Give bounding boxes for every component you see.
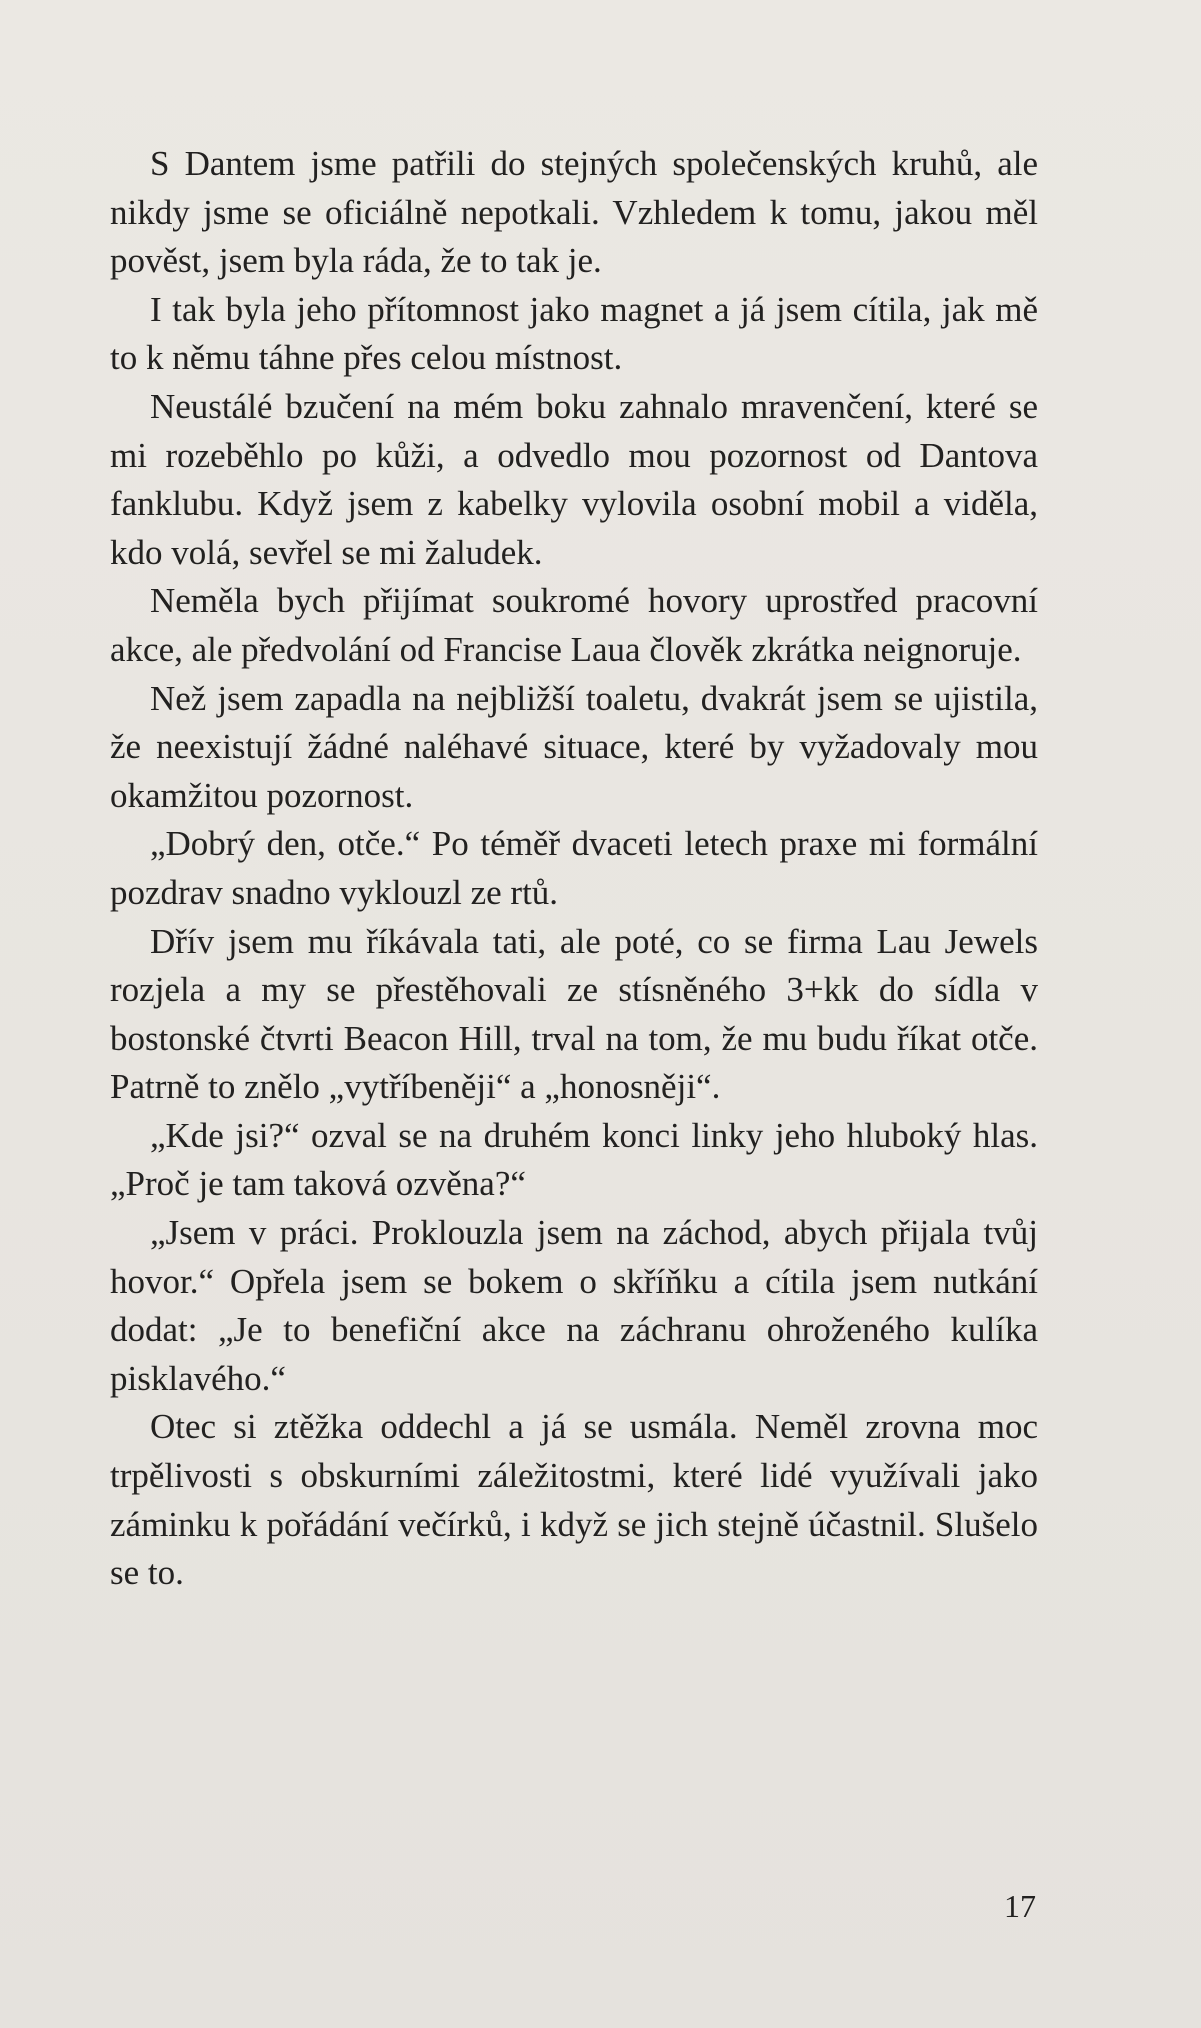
paragraph: Otec si ztěžka oddechl a já se usmála. Neměl zrovna moc trpělivosti s obskurními záležitostmi, které lidé využívali jako záminku k pořádání večírků, i když se jich stejně účastnil. Slušelo se to. xyxy=(110,1407,1038,1593)
paragraph: Neměla bych přijímat soukromé hovory uprostřed pracovní akce, ale předvolání od Francise Laua člověk zkrátka neignoruje. xyxy=(110,581,1038,669)
paragraph: Dřív jsem mu říkávala tati, ale poté, co se firma Lau Jewels rozjela a my se přestěhovali ze stísněného 3+kk do sídla v bostonské čtvrti Beacon Hill, trval na tom, že mu budu říkat otče. Patrně to znělo „vytříbeněji“ a „honosněji“. xyxy=(110,921,1038,1107)
paragraph: S Dantem jsme patřili do stejných společenských kruhů, ale nikdy jsme se oficiálně nepotkali. Vzhledem k tomu, jakou měl pověst, jsem byla ráda, že to tak je. xyxy=(110,144,1038,281)
paragraph: Než jsem zapadla na nejbližší toaletu, dvakrát jsem se ujistila, že neexistují žádné naléhavé situace, které by vyžadovaly mou okamžitou pozornost. xyxy=(110,678,1038,815)
paragraph: „Kde jsi?“ ozval se na druhém konci linky jeho hluboký hlas. „Proč je tam taková ozvěna?“ xyxy=(110,1115,1038,1204)
body-text xyxy=(110,140,1038,1598)
paragraph: „Jsem v práci. Proklouzla jsem na záchod, abych přijala tvůj hovor.“ Opřela jsem se bokem o skříňku a cítila jsem nutkání dodat: „Je to benefiční akce na záchranu ohroženého kulíka pisklavého.“ xyxy=(110,1213,1038,1398)
paragraph: „Dobrý den, otče.“ Po téměř dvaceti letech praxe mi formální pozdrav snadno vyklouzl ze rtů. xyxy=(110,824,1038,912)
paragraph: Neustálé bzučení na mém boku zahnalo mravenčení, které se mi rozeběhlo po kůži, a odvedlo mou pozornost od Dantova fanklubu. Když jsem z kabelky vylovila osobní mobil a viděla, kdo volá, sevřel se mi žaludek. xyxy=(110,386,1038,572)
page-number: 17 xyxy=(1004,1888,1036,1924)
paragraph: I tak byla jeho přítomnost jako magnet a já jsem cítila, jak mě to k němu táhne přes celou místnost. xyxy=(110,289,1038,378)
